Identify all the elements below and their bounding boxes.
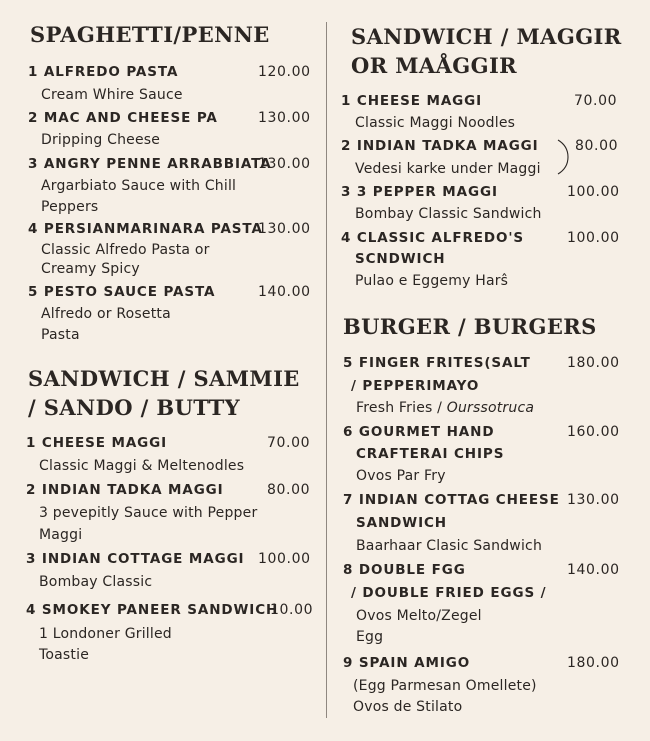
item-description: Toastie bbox=[39, 647, 90, 663]
section-title-sandwich: SANDWICH / SAMMIE bbox=[28, 366, 300, 391]
item-description: Bombay Classic bbox=[39, 574, 153, 590]
item-description: Baarhaar Clasic Sandwich bbox=[356, 538, 543, 554]
item-name: 1 CHEESE MAGGI bbox=[341, 93, 483, 109]
item-description: Dripping Cheese bbox=[41, 132, 161, 148]
column-divider bbox=[326, 22, 327, 718]
item-name: 8 DOUBLE FGG bbox=[343, 562, 466, 578]
item-name-continued: / DOUBLE FRIED EGGS / bbox=[351, 585, 547, 601]
item-name-continued: SCNDWICH bbox=[355, 251, 446, 267]
section-title-burger: BURGER / BURGERS bbox=[343, 314, 597, 339]
item-description: 3 pevepitly Sauce with Pepper bbox=[39, 505, 258, 521]
item-description: Argarbiato Sauce with Chill bbox=[41, 178, 237, 194]
item-name: 4 SMOKEY PANEER SANDWICH bbox=[26, 602, 279, 618]
item-price: 120.00 bbox=[258, 64, 311, 80]
item-description: Ovos de Stilato bbox=[353, 699, 463, 715]
item-name: 5 FINGER FRITES(SALT bbox=[343, 355, 531, 371]
item-price: 130.00 bbox=[567, 492, 620, 508]
item-description: Classic Alfredo Pasta or bbox=[41, 242, 210, 258]
item-description bbox=[356, 399, 534, 418]
item-description: (Egg Parmesan Omellete) bbox=[353, 678, 537, 694]
item-description: Pulao e Eggemy Harŝ bbox=[355, 273, 509, 289]
item-price: 100.00 bbox=[567, 230, 620, 246]
item-description-italic: Ourssotruca bbox=[446, 400, 535, 416]
item-name: 1 ALFREDO PASTA bbox=[28, 64, 179, 80]
section-title-spaghetti: SPAGHETTI/PENNE bbox=[30, 22, 270, 47]
item-price: 80.00 bbox=[267, 482, 311, 498]
item-description: 1 Londoner Grilled bbox=[39, 626, 172, 642]
item-description: Classic Maggi & Meltenodles bbox=[39, 458, 245, 474]
item-price: 180.00 bbox=[567, 355, 620, 371]
item-price: 140.00 bbox=[258, 284, 311, 300]
item-description: Egg bbox=[356, 629, 384, 645]
item-name: 5 PESTO SAUCE PASTA bbox=[28, 284, 216, 300]
section-title-maggi: SANDWICH / MAGGIR bbox=[351, 24, 622, 49]
item-name: 9 SPAIN AMIGO bbox=[343, 655, 471, 671]
section-title-maggi-continued: OR MAÅGGIR bbox=[351, 53, 518, 78]
item-description: Ovos Par Fry bbox=[356, 468, 446, 484]
item-description: Maggi bbox=[39, 527, 83, 543]
item-price: 130.00 bbox=[258, 110, 311, 126]
item-description: Creamy Spicy bbox=[41, 261, 140, 277]
item-name: 2 INDIAN TADKA MAGGI bbox=[26, 482, 224, 498]
item-name: 2 INDIAN TADKA MAGGI bbox=[341, 138, 539, 154]
item-price: 70.00 bbox=[267, 435, 311, 451]
item-description: Pasta bbox=[41, 327, 80, 343]
item-name-continued: CRAFTERAI CHIPS bbox=[356, 446, 505, 462]
item-name-continued: SANDWICH bbox=[356, 515, 447, 531]
item-name: 6 GOURMET HAND bbox=[343, 424, 495, 440]
item-description: Alfredo or Rosetta bbox=[41, 306, 171, 322]
item-price: 70.00 bbox=[574, 93, 618, 109]
item-description-text: Fresh Fries / bbox=[356, 400, 447, 416]
item-name: 2 MAC AND CHEESE PA bbox=[28, 110, 218, 126]
item-name: 7 INDIAN COTTAG CHEESE bbox=[343, 492, 560, 508]
section-title-sandwich-continued: / SANDO / BUTTY bbox=[28, 395, 240, 420]
item-name: 3 ANGRY PENNE ARRABBIATA bbox=[28, 156, 272, 172]
item-price: 80.00 bbox=[575, 138, 619, 154]
item-name: 4 PERSIANMARINARA PASTA bbox=[28, 221, 263, 237]
item-price: 100.00 bbox=[258, 551, 311, 567]
item-price: 130.00 bbox=[258, 156, 311, 172]
item-description: Classic Maggi Noodles bbox=[355, 115, 516, 131]
item-price: 130.00 bbox=[258, 221, 311, 237]
item-price: 10.00 bbox=[270, 602, 314, 618]
item-description: Bombay Classic Sandwich bbox=[355, 206, 542, 222]
item-price: 180.00 bbox=[567, 655, 620, 671]
item-description: Cream Whire Sauce bbox=[41, 87, 183, 103]
item-description: Vedesi karke under Maggi bbox=[355, 161, 541, 177]
item-description: Peppers bbox=[41, 199, 99, 215]
item-name: 1 CHEESE MAGGI bbox=[26, 435, 168, 451]
item-name: 4 CLASSIC ALFREDO'S bbox=[341, 230, 525, 246]
item-description: Ovos Melto/Zegel bbox=[356, 608, 482, 624]
item-name: 3 INDIAN COTTAGE MAGGI bbox=[26, 551, 245, 567]
brace-decoration bbox=[556, 138, 570, 176]
item-price: 140.00 bbox=[567, 562, 620, 578]
item-price: 160.00 bbox=[567, 424, 620, 440]
item-name-continued: / PEPPERIMAYO bbox=[351, 378, 480, 394]
item-price: 100.00 bbox=[567, 184, 620, 200]
item-name: 3 3 PEPPER MAGGI bbox=[341, 184, 498, 200]
